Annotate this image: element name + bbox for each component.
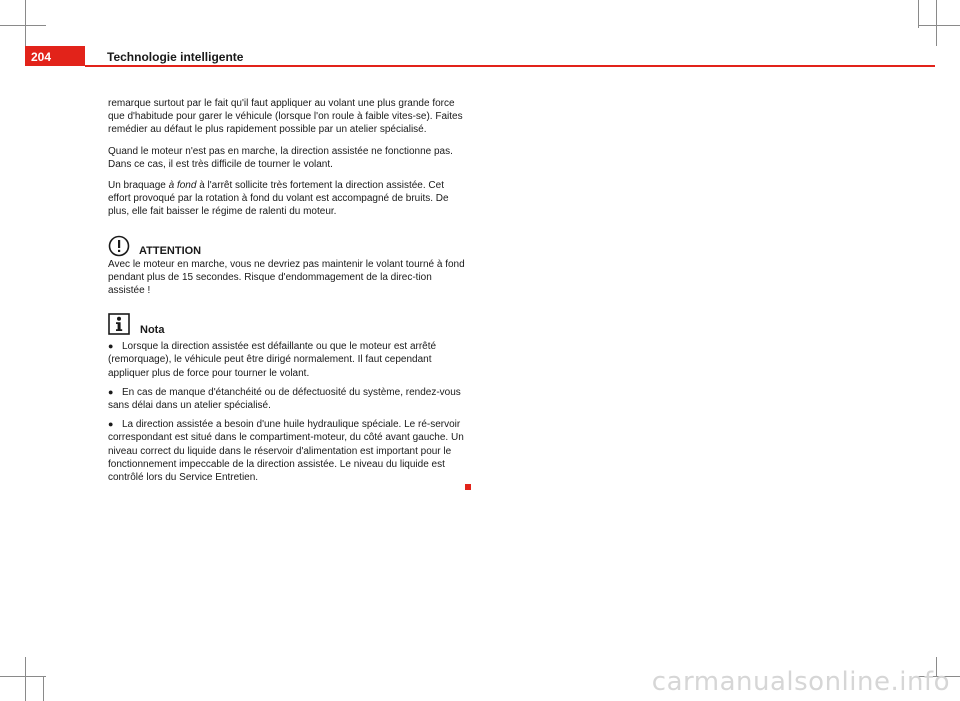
warning-text: Avec le moteur en marche, vous ne devriez pas maintenir le volant tourné à fond pendant plus de 15 secondes. Risque d'endommagement de la direc-tion assistée ! bbox=[108, 258, 465, 297]
info-icon bbox=[108, 313, 130, 335]
paragraph-text: à l'arrêt sollicite très fortement la direction assistée. Cet effort provoqué par la rotation à fond du volant est accompagné de bruits. De plus, elle fait baisser le régime de ralenti du moteur. bbox=[108, 180, 449, 218]
warning-title: ATTENTION bbox=[139, 244, 202, 257]
list-item-text: Lorsque la direction assistée est défaillante ou que le moteur est arrêté (remorquage), le véhicule peut être dirigé normalement. Il faut cependant appliquer plus de force pour tourner le volant. bbox=[108, 341, 437, 379]
crop-mark bbox=[25, 657, 26, 701]
warning-block bbox=[108, 233, 468, 298]
header-divider bbox=[85, 65, 935, 67]
crop-mark bbox=[25, 0, 26, 46]
exclamation-circle-icon bbox=[108, 235, 130, 257]
list-item-text: En cas de manque d'étanchéité ou de défectuosité du système, rendez-vous sans délai dans un atelier spécialisé. bbox=[108, 386, 461, 412]
crop-mark bbox=[918, 25, 960, 26]
section-end-marker bbox=[465, 484, 471, 490]
crop-mark bbox=[43, 676, 44, 701]
note-title: Nota bbox=[140, 324, 165, 337]
page-number: 204 bbox=[31, 50, 52, 64]
note-list bbox=[108, 340, 468, 484]
paragraph-text: Un braquage bbox=[108, 180, 169, 192]
bullet: ● bbox=[108, 341, 114, 352]
paragraph: Quand le moteur n'est pas en marche, la direction assistée ne fonctionne pas. Dans ce cas, il est très difficile de tourner le volant. bbox=[108, 145, 453, 170]
warning-heading bbox=[108, 233, 468, 257]
text-column bbox=[108, 97, 468, 490]
note-heading bbox=[108, 311, 468, 335]
note-block bbox=[108, 311, 468, 484]
page-header-title: Technologie intelligente bbox=[107, 50, 244, 64]
crop-mark bbox=[918, 0, 919, 28]
emphasis-text: à fond bbox=[168, 180, 197, 192]
crop-mark bbox=[0, 25, 46, 26]
crop-mark bbox=[0, 676, 46, 677]
list-item bbox=[108, 340, 468, 380]
paragraph bbox=[108, 179, 468, 219]
crop-mark bbox=[936, 0, 937, 46]
bullet: ● bbox=[108, 386, 114, 397]
list-item bbox=[108, 418, 468, 484]
watermark: carmanualsonline.info bbox=[651, 667, 950, 697]
list-item-text: La direction assistée a besoin d'une huile hydraulique spéciale. Le ré-servoir correspondant est situé dans le compartiment-moteur, du côté avant gauche. Un niveau correct du liquide dans le réservoir d'alimentation est important pour le fonctionnement impeccable de la direction assistée. Le niveau du liquide est contrôlé lors du Service Entretien. bbox=[108, 419, 464, 484]
bullet: ● bbox=[108, 419, 114, 430]
list-item bbox=[108, 386, 468, 412]
paragraph: remarque surtout par le fait qu'il faut appliquer au volant une plus grande force que d'habitude pour garer le véhicule (lorsque l'on roule à faible vites-se). Faites remédier au défaut le plus rapidement possible par un atelier spécialisé. bbox=[108, 98, 463, 136]
